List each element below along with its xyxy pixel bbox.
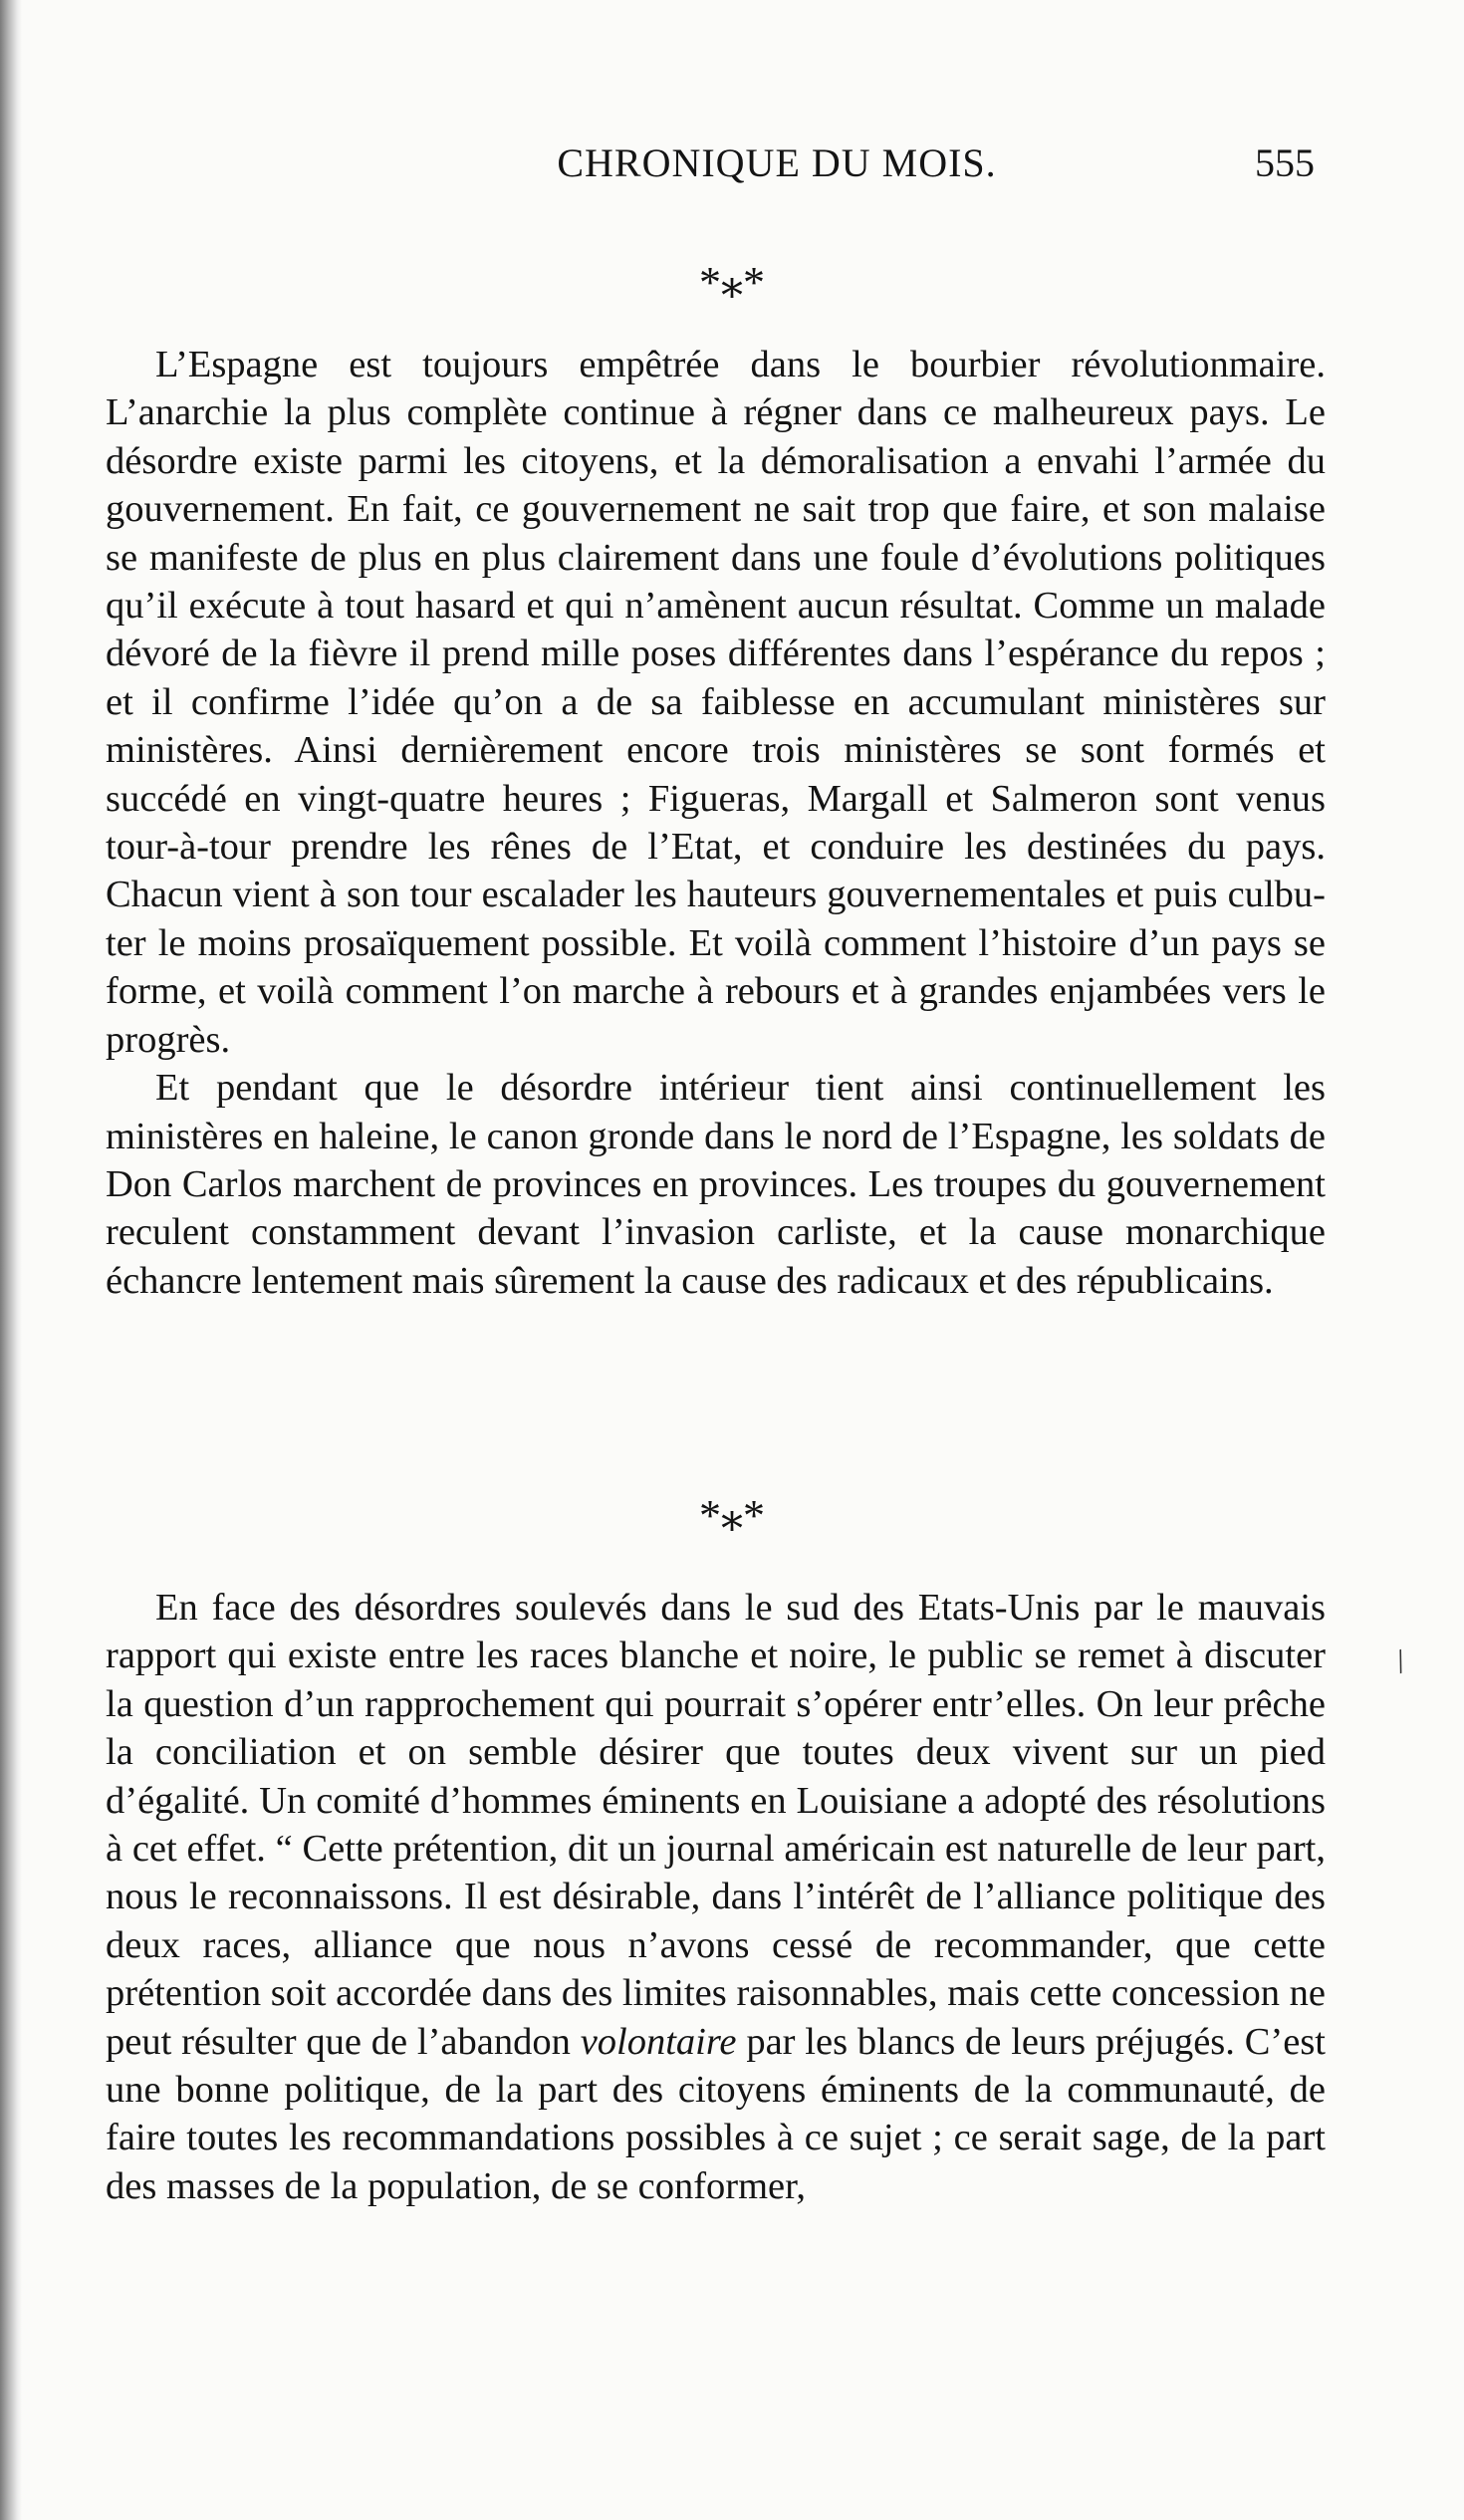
page-header xyxy=(239,139,1315,199)
stray-pen-mark: / xyxy=(1389,1642,1412,1681)
section-separator: *⁎* xyxy=(699,258,765,307)
paragraph: Et pendant que le désordre intérieur tient ainsi continuellement les ministères en haleine, le canon gronde dans le nord de l’Espagne, les soldats de Don Carlos marchent de provinces en provinces. Les troupes du gouvernement reculent constamment devant l’invasion carliste, et la cause monarchique échancre lentement mais sûrement la cause des radicaux et des républicains. xyxy=(106,1067,1326,1302)
section-separator: *⁎* xyxy=(699,1491,765,1540)
page-edge-shadow xyxy=(0,0,22,2520)
running-title: CHRONIQUE DU MOIS. xyxy=(557,140,997,185)
emphasis: volontaire xyxy=(580,2020,737,2063)
section-united-states xyxy=(106,1584,1326,2210)
section-spain xyxy=(106,341,1326,1305)
paragraph: L’Espagne est toujours empêtrée dans le bourbier révolutionmaire. L’anarchie la plus complète continue à régner dans ce malheureux pays. Le désordre existe parmi les citoyens, et la démoralisation a envahi l’armée du gouvernement. En fait, ce gouvernement ne sait trop que faire, et son malaise se manifeste de plus en plus clairement dans une foule d’évolutions politiques qu’il exécute à tout hasard et qui n’amènent aucun résultat. Comme un malade dévoré de la fièvre il prend mille poses différentes dans l’espérance du repos ; et il confirme l’idée qu’on a de sa faiblesse en accumulant ministères sur ministères. Ainsi dernièrement encore trois ministères se sont formés et succédé en vingt-quatre heures ; Figueras, Margall et Salmeron sont venus tour-à-tour prendre les rênes de l’Etat, et conduire les destinées du pays. Chacun vient à son tour escalader les hauteurs gouvernementales et puis culbuter le moins prosaïquement possible. Et voilà comment l’histoire d’un pays se forme, et voilà comment l’on marche à rebours et à grandes enjambées vers le progrès. xyxy=(106,344,1326,1061)
paragraph: En face des désordres soulevés dans le sud des Etats-Unis par le mauvais rapport qui existe entre les races blanche et noire, le public se remet à discuter la question d’un rapprochement qui pourrait s’opérer entr’elles. On leur prêche la conciliation et on semble désirer que toutes deux vivent sur un pied d’égalité. Un comité d’hommes éminents en Louisiane a adopté des résolutions à cet effet. “ Cette prétention, dit un journal américain est naturelle de leur part, nous le reconnaissons. Il est désirable, dans l’intérêt de l’alliance politique des deux races, alliance que nous n’avons cessé de recommander, que cette prétention soit accordée dans des limites raisonnables, mais cette concession ne peut résulter que de l’abandon volontaire par les blancs de leurs préjugés. C’est une bonne politique, de la part des citoyens éminents de la communauté, de faire toutes les recommandations possibles à ce sujet ; ce serait sage, de la part des masses de la population, de se conformer, xyxy=(106,1587,1326,2207)
page-number: 555 xyxy=(1255,140,1315,185)
